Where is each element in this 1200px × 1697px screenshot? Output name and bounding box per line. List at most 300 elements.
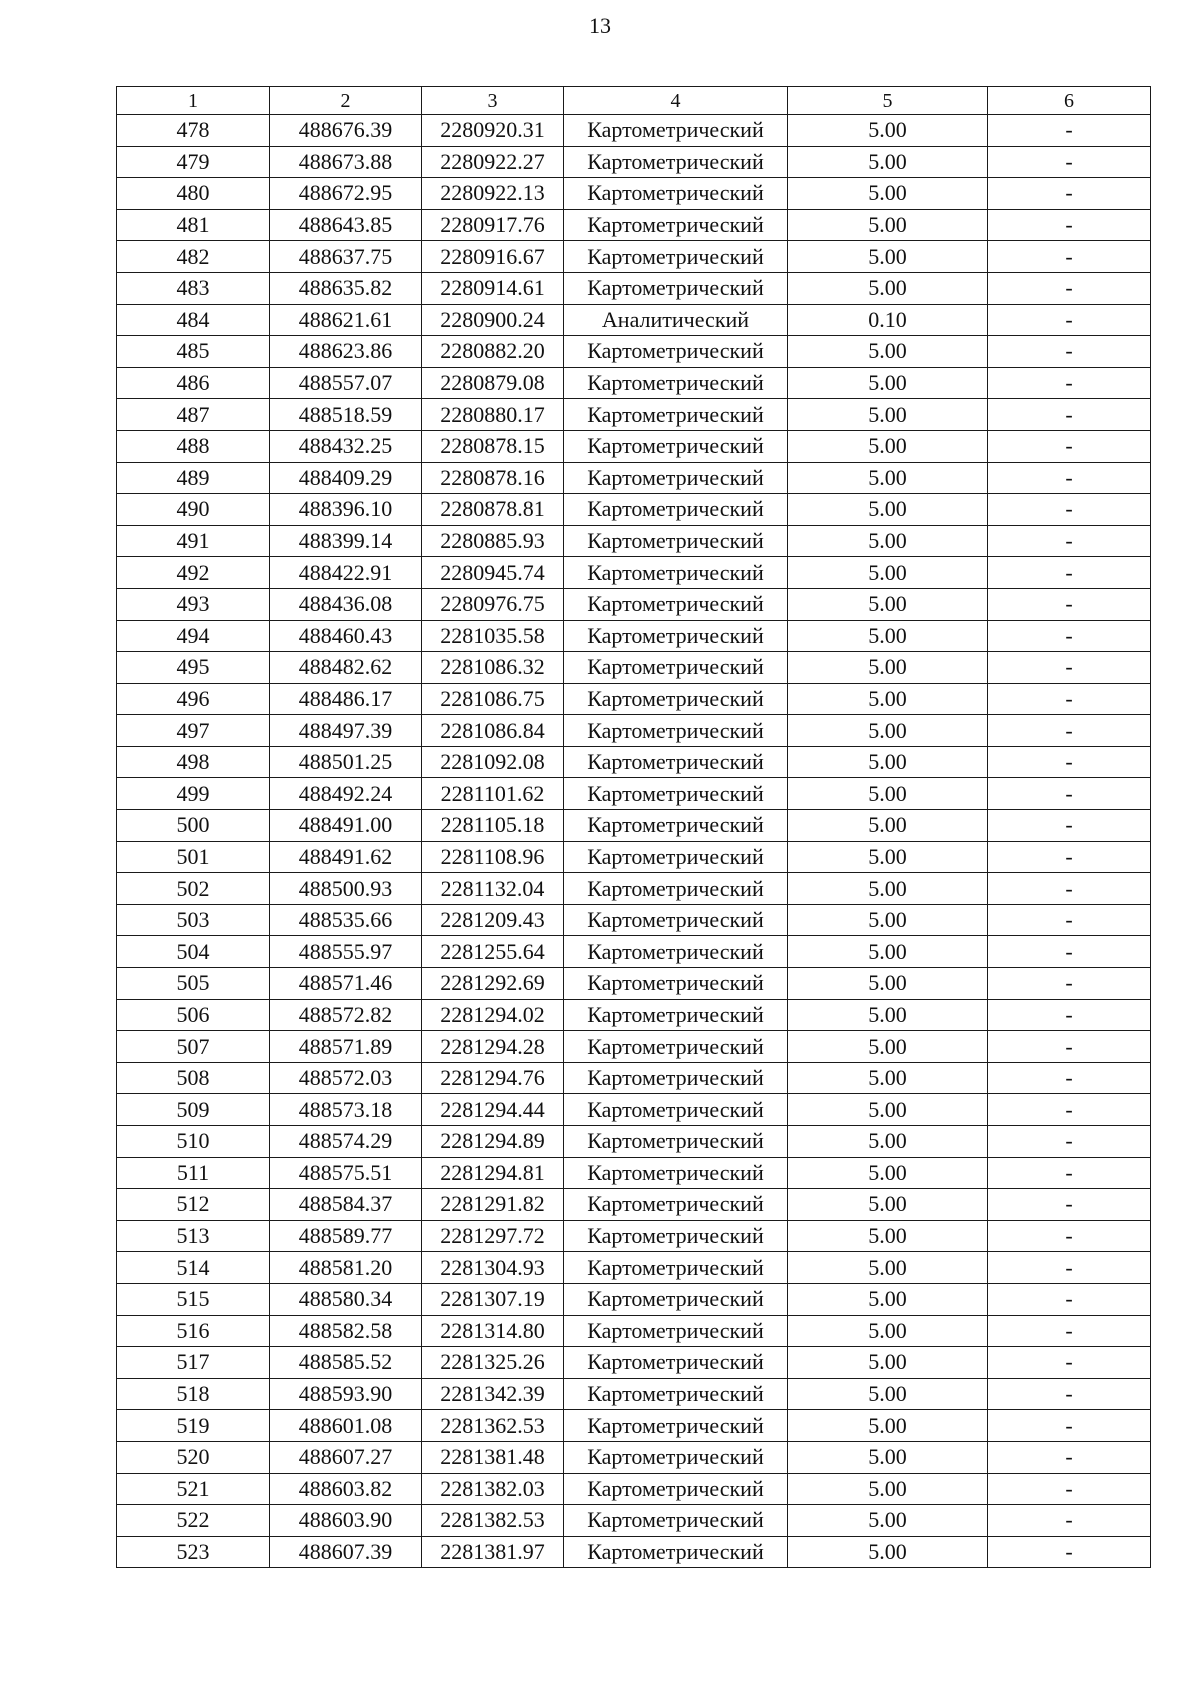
note-cell: - xyxy=(988,336,1151,368)
point-number-cell: 509 xyxy=(117,1094,270,1126)
note-cell: - xyxy=(988,1536,1151,1568)
y-coordinate-cell: 2281307.19 xyxy=(422,1283,564,1315)
column-header-3: 3 xyxy=(422,87,564,115)
table-row xyxy=(117,652,1151,684)
note-cell: - xyxy=(988,462,1151,494)
note-cell: - xyxy=(988,1378,1151,1410)
point-number-cell: 487 xyxy=(117,399,270,431)
table-row xyxy=(117,304,1151,336)
x-coordinate-cell: 488572.82 xyxy=(270,999,422,1031)
accuracy-cell: 5.00 xyxy=(788,810,988,842)
x-coordinate-cell: 488460.43 xyxy=(270,620,422,652)
x-coordinate-cell: 488585.52 xyxy=(270,1347,422,1379)
table-row xyxy=(117,525,1151,557)
table-row xyxy=(117,1441,1151,1473)
note-cell: - xyxy=(988,936,1151,968)
y-coordinate-cell: 2281294.44 xyxy=(422,1094,564,1126)
x-coordinate-cell: 488643.85 xyxy=(270,209,422,241)
x-coordinate-cell: 488603.82 xyxy=(270,1473,422,1505)
point-number-cell: 490 xyxy=(117,494,270,526)
accuracy-cell: 5.00 xyxy=(788,620,988,652)
point-number-cell: 495 xyxy=(117,652,270,684)
x-coordinate-cell: 488572.03 xyxy=(270,1062,422,1094)
method-cell: Картометрический xyxy=(564,1062,788,1094)
note-cell: - xyxy=(988,272,1151,304)
table-row xyxy=(117,178,1151,210)
note-cell: - xyxy=(988,968,1151,1000)
note-cell: - xyxy=(988,683,1151,715)
x-coordinate-cell: 488672.95 xyxy=(270,178,422,210)
table-row xyxy=(117,1283,1151,1315)
y-coordinate-cell: 2281086.32 xyxy=(422,652,564,684)
y-coordinate-cell: 2281362.53 xyxy=(422,1410,564,1442)
x-coordinate-cell: 488593.90 xyxy=(270,1378,422,1410)
y-coordinate-cell: 2280878.15 xyxy=(422,430,564,462)
note-cell: - xyxy=(988,778,1151,810)
point-number-cell: 506 xyxy=(117,999,270,1031)
accuracy-cell: 5.00 xyxy=(788,1347,988,1379)
point-number-cell: 507 xyxy=(117,1031,270,1063)
method-cell: Картометрический xyxy=(564,588,788,620)
accuracy-cell: 0.10 xyxy=(788,304,988,336)
accuracy-cell: 5.00 xyxy=(788,399,988,431)
y-coordinate-cell: 2281092.08 xyxy=(422,746,564,778)
x-coordinate-cell: 488584.37 xyxy=(270,1189,422,1221)
x-coordinate-cell: 488399.14 xyxy=(270,525,422,557)
table-row xyxy=(117,904,1151,936)
table-row xyxy=(117,1378,1151,1410)
point-number-cell: 483 xyxy=(117,272,270,304)
point-number-cell: 488 xyxy=(117,430,270,462)
note-cell: - xyxy=(988,146,1151,178)
table-row xyxy=(117,462,1151,494)
method-cell: Картометрический xyxy=(564,241,788,273)
y-coordinate-cell: 2281297.72 xyxy=(422,1220,564,1252)
x-coordinate-cell: 488581.20 xyxy=(270,1252,422,1284)
method-cell: Картометрический xyxy=(564,1094,788,1126)
table-row xyxy=(117,336,1151,368)
note-cell: - xyxy=(988,1441,1151,1473)
method-cell: Картометрический xyxy=(564,525,788,557)
accuracy-cell: 5.00 xyxy=(788,1094,988,1126)
table-row xyxy=(117,1473,1151,1505)
method-cell: Картометрический xyxy=(564,904,788,936)
note-cell: - xyxy=(988,241,1151,273)
y-coordinate-cell: 2281294.28 xyxy=(422,1031,564,1063)
note-cell: - xyxy=(988,588,1151,620)
method-cell: Картометрический xyxy=(564,746,788,778)
method-cell: Картометрический xyxy=(564,1473,788,1505)
note-cell: - xyxy=(988,399,1151,431)
method-cell: Картометрический xyxy=(564,841,788,873)
accuracy-cell: 5.00 xyxy=(788,1189,988,1221)
table-row xyxy=(117,873,1151,905)
method-cell: Картометрический xyxy=(564,999,788,1031)
table-row xyxy=(117,1315,1151,1347)
note-cell: - xyxy=(988,304,1151,336)
x-coordinate-cell: 488575.51 xyxy=(270,1157,422,1189)
y-coordinate-cell: 2281294.89 xyxy=(422,1126,564,1158)
table-row xyxy=(117,1505,1151,1537)
x-coordinate-cell: 488409.29 xyxy=(270,462,422,494)
point-number-cell: 508 xyxy=(117,1062,270,1094)
point-number-cell: 521 xyxy=(117,1473,270,1505)
table-row xyxy=(117,1347,1151,1379)
point-number-cell: 504 xyxy=(117,936,270,968)
point-number-cell: 510 xyxy=(117,1126,270,1158)
point-number-cell: 499 xyxy=(117,778,270,810)
table-row xyxy=(117,272,1151,304)
column-header-1: 1 xyxy=(117,87,270,115)
accuracy-cell: 5.00 xyxy=(788,1410,988,1442)
table-row xyxy=(117,1252,1151,1284)
method-cell: Картометрический xyxy=(564,336,788,368)
accuracy-cell: 5.00 xyxy=(788,336,988,368)
y-coordinate-cell: 2280916.67 xyxy=(422,241,564,273)
note-cell: - xyxy=(988,1031,1151,1063)
column-header-2: 2 xyxy=(270,87,422,115)
point-number-cell: 493 xyxy=(117,588,270,620)
y-coordinate-cell: 2280920.31 xyxy=(422,115,564,147)
table-row xyxy=(117,683,1151,715)
note-cell: - xyxy=(988,1283,1151,1315)
accuracy-cell: 5.00 xyxy=(788,1473,988,1505)
note-cell: - xyxy=(988,557,1151,589)
y-coordinate-cell: 2281381.97 xyxy=(422,1536,564,1568)
x-coordinate-cell: 488555.97 xyxy=(270,936,422,968)
table-row xyxy=(117,1220,1151,1252)
table-row xyxy=(117,1062,1151,1094)
point-number-cell: 496 xyxy=(117,683,270,715)
method-cell: Картометрический xyxy=(564,494,788,526)
note-cell: - xyxy=(988,1473,1151,1505)
table-row xyxy=(117,1031,1151,1063)
y-coordinate-cell: 2281294.76 xyxy=(422,1062,564,1094)
x-coordinate-cell: 488573.18 xyxy=(270,1094,422,1126)
accuracy-cell: 5.00 xyxy=(788,209,988,241)
y-coordinate-cell: 2281035.58 xyxy=(422,620,564,652)
table-row xyxy=(117,810,1151,842)
table-row xyxy=(117,715,1151,747)
method-cell: Картометрический xyxy=(564,873,788,905)
x-coordinate-cell: 488589.77 xyxy=(270,1220,422,1252)
table-row xyxy=(117,778,1151,810)
accuracy-cell: 5.00 xyxy=(788,1315,988,1347)
note-cell: - xyxy=(988,1094,1151,1126)
table-row xyxy=(117,1157,1151,1189)
y-coordinate-cell: 2281108.96 xyxy=(422,841,564,873)
note-cell: - xyxy=(988,873,1151,905)
method-cell: Картометрический xyxy=(564,715,788,747)
x-coordinate-cell: 488623.86 xyxy=(270,336,422,368)
note-cell: - xyxy=(988,652,1151,684)
x-coordinate-cell: 488436.08 xyxy=(270,588,422,620)
table-row xyxy=(117,146,1151,178)
y-coordinate-cell: 2281342.39 xyxy=(422,1378,564,1410)
method-cell: Картометрический xyxy=(564,936,788,968)
y-coordinate-cell: 2280879.08 xyxy=(422,367,564,399)
table-row xyxy=(117,557,1151,589)
point-number-cell: 494 xyxy=(117,620,270,652)
y-coordinate-cell: 2281304.93 xyxy=(422,1252,564,1284)
x-coordinate-cell: 488621.61 xyxy=(270,304,422,336)
accuracy-cell: 5.00 xyxy=(788,999,988,1031)
method-cell: Картометрический xyxy=(564,367,788,399)
point-number-cell: 502 xyxy=(117,873,270,905)
point-number-cell: 517 xyxy=(117,1347,270,1379)
accuracy-cell: 5.00 xyxy=(788,873,988,905)
x-coordinate-cell: 488497.39 xyxy=(270,715,422,747)
method-cell: Картометрический xyxy=(564,399,788,431)
note-cell: - xyxy=(988,1347,1151,1379)
x-coordinate-cell: 488673.88 xyxy=(270,146,422,178)
accuracy-cell: 5.00 xyxy=(788,1536,988,1568)
method-cell: Картометрический xyxy=(564,430,788,462)
method-cell: Картометрический xyxy=(564,115,788,147)
point-number-cell: 485 xyxy=(117,336,270,368)
column-header-4: 4 xyxy=(564,87,788,115)
method-cell: Картометрический xyxy=(564,620,788,652)
accuracy-cell: 5.00 xyxy=(788,367,988,399)
method-cell: Картометрический xyxy=(564,683,788,715)
method-cell: Картометрический xyxy=(564,778,788,810)
x-coordinate-cell: 488603.90 xyxy=(270,1505,422,1537)
y-coordinate-cell: 2281292.69 xyxy=(422,968,564,1000)
table-row xyxy=(117,936,1151,968)
x-coordinate-cell: 488491.00 xyxy=(270,810,422,842)
y-coordinate-cell: 2280878.16 xyxy=(422,462,564,494)
accuracy-cell: 5.00 xyxy=(788,1062,988,1094)
y-coordinate-cell: 2281381.48 xyxy=(422,1441,564,1473)
note-cell: - xyxy=(988,209,1151,241)
x-coordinate-cell: 488580.34 xyxy=(270,1283,422,1315)
y-coordinate-cell: 2280885.93 xyxy=(422,525,564,557)
method-cell: Картометрический xyxy=(564,1220,788,1252)
note-cell: - xyxy=(988,1126,1151,1158)
point-number-cell: 518 xyxy=(117,1378,270,1410)
y-coordinate-cell: 2280880.17 xyxy=(422,399,564,431)
method-cell: Картометрический xyxy=(564,462,788,494)
x-coordinate-cell: 488500.93 xyxy=(270,873,422,905)
method-cell: Картометрический xyxy=(564,178,788,210)
accuracy-cell: 5.00 xyxy=(788,968,988,1000)
y-coordinate-cell: 2281086.75 xyxy=(422,683,564,715)
note-cell: - xyxy=(988,1505,1151,1537)
y-coordinate-cell: 2281105.18 xyxy=(422,810,564,842)
x-coordinate-cell: 488482.62 xyxy=(270,652,422,684)
x-coordinate-cell: 488491.62 xyxy=(270,841,422,873)
method-cell: Картометрический xyxy=(564,1441,788,1473)
accuracy-cell: 5.00 xyxy=(788,1252,988,1284)
note-cell: - xyxy=(988,1062,1151,1094)
accuracy-cell: 5.00 xyxy=(788,494,988,526)
accuracy-cell: 5.00 xyxy=(788,652,988,684)
table-row xyxy=(117,999,1151,1031)
point-number-cell: 479 xyxy=(117,146,270,178)
note-cell: - xyxy=(988,1220,1151,1252)
method-cell: Картометрический xyxy=(564,968,788,1000)
y-coordinate-cell: 2280976.75 xyxy=(422,588,564,620)
x-coordinate-cell: 488601.08 xyxy=(270,1410,422,1442)
x-coordinate-cell: 488571.46 xyxy=(270,968,422,1000)
method-cell: Аналитический xyxy=(564,304,788,336)
accuracy-cell: 5.00 xyxy=(788,1378,988,1410)
accuracy-cell: 5.00 xyxy=(788,241,988,273)
x-coordinate-cell: 488492.24 xyxy=(270,778,422,810)
table-row xyxy=(117,1126,1151,1158)
table-row xyxy=(117,367,1151,399)
method-cell: Картометрический xyxy=(564,1536,788,1568)
point-number-cell: 519 xyxy=(117,1410,270,1442)
y-coordinate-cell: 2281086.84 xyxy=(422,715,564,747)
accuracy-cell: 5.00 xyxy=(788,430,988,462)
table-row xyxy=(117,841,1151,873)
point-number-cell: 482 xyxy=(117,241,270,273)
point-number-cell: 512 xyxy=(117,1189,270,1221)
note-cell: - xyxy=(988,715,1151,747)
note-cell: - xyxy=(988,1410,1151,1442)
x-coordinate-cell: 488571.89 xyxy=(270,1031,422,1063)
table-row xyxy=(117,1410,1151,1442)
point-number-cell: 511 xyxy=(117,1157,270,1189)
y-coordinate-cell: 2281382.53 xyxy=(422,1505,564,1537)
y-coordinate-cell: 2281209.43 xyxy=(422,904,564,936)
method-cell: Картометрический xyxy=(564,1031,788,1063)
table-row xyxy=(117,241,1151,273)
table-row xyxy=(117,1189,1151,1221)
method-cell: Картометрический xyxy=(564,272,788,304)
y-coordinate-cell: 2281255.64 xyxy=(422,936,564,968)
point-number-cell: 520 xyxy=(117,1441,270,1473)
x-coordinate-cell: 488582.58 xyxy=(270,1315,422,1347)
y-coordinate-cell: 2281382.03 xyxy=(422,1473,564,1505)
page-number: 13 xyxy=(589,13,611,38)
point-number-cell: 497 xyxy=(117,715,270,747)
accuracy-cell: 5.00 xyxy=(788,683,988,715)
note-cell: - xyxy=(988,115,1151,147)
y-coordinate-cell: 2281291.82 xyxy=(422,1189,564,1221)
y-coordinate-cell: 2280878.81 xyxy=(422,494,564,526)
point-number-cell: 478 xyxy=(117,115,270,147)
method-cell: Картометрический xyxy=(564,1189,788,1221)
point-number-cell: 501 xyxy=(117,841,270,873)
method-cell: Картометрический xyxy=(564,1347,788,1379)
method-cell: Картометрический xyxy=(564,1315,788,1347)
note-cell: - xyxy=(988,1315,1151,1347)
x-coordinate-cell: 488422.91 xyxy=(270,557,422,589)
accuracy-cell: 5.00 xyxy=(788,588,988,620)
table-row xyxy=(117,209,1151,241)
accuracy-cell: 5.00 xyxy=(788,115,988,147)
method-cell: Картометрический xyxy=(564,1378,788,1410)
table-body xyxy=(117,115,1151,1568)
method-cell: Картометрический xyxy=(564,810,788,842)
point-number-cell: 503 xyxy=(117,904,270,936)
accuracy-cell: 5.00 xyxy=(788,1505,988,1537)
note-cell: - xyxy=(988,746,1151,778)
column-header-5: 5 xyxy=(788,87,988,115)
method-cell: Картометрический xyxy=(564,1126,788,1158)
y-coordinate-cell: 2281132.04 xyxy=(422,873,564,905)
accuracy-cell: 5.00 xyxy=(788,1283,988,1315)
table-row xyxy=(117,1094,1151,1126)
accuracy-cell: 5.00 xyxy=(788,525,988,557)
note-cell: - xyxy=(988,810,1151,842)
point-number-cell: 516 xyxy=(117,1315,270,1347)
method-cell: Картометрический xyxy=(564,209,788,241)
note-cell: - xyxy=(988,525,1151,557)
accuracy-cell: 5.00 xyxy=(788,557,988,589)
point-number-cell: 505 xyxy=(117,968,270,1000)
note-cell: - xyxy=(988,620,1151,652)
x-coordinate-cell: 488501.25 xyxy=(270,746,422,778)
y-coordinate-cell: 2280882.20 xyxy=(422,336,564,368)
x-coordinate-cell: 488432.25 xyxy=(270,430,422,462)
note-cell: - xyxy=(988,1189,1151,1221)
accuracy-cell: 5.00 xyxy=(788,1157,988,1189)
table-row xyxy=(117,1536,1151,1568)
point-number-cell: 522 xyxy=(117,1505,270,1537)
accuracy-cell: 5.00 xyxy=(788,746,988,778)
point-number-cell: 498 xyxy=(117,746,270,778)
header-row xyxy=(117,87,1151,115)
method-cell: Картометрический xyxy=(564,1283,788,1315)
table-row xyxy=(117,494,1151,526)
point-number-cell: 513 xyxy=(117,1220,270,1252)
point-number-cell: 523 xyxy=(117,1536,270,1568)
x-coordinate-cell: 488637.75 xyxy=(270,241,422,273)
accuracy-cell: 5.00 xyxy=(788,936,988,968)
x-coordinate-cell: 488535.66 xyxy=(270,904,422,936)
y-coordinate-cell: 2281294.02 xyxy=(422,999,564,1031)
table-row xyxy=(117,746,1151,778)
note-cell: - xyxy=(988,178,1151,210)
table-row xyxy=(117,588,1151,620)
x-coordinate-cell: 488607.27 xyxy=(270,1441,422,1473)
point-number-cell: 514 xyxy=(117,1252,270,1284)
y-coordinate-cell: 2280914.61 xyxy=(422,272,564,304)
y-coordinate-cell: 2280922.27 xyxy=(422,146,564,178)
accuracy-cell: 5.00 xyxy=(788,904,988,936)
point-number-cell: 492 xyxy=(117,557,270,589)
column-header-6: 6 xyxy=(988,87,1151,115)
accuracy-cell: 5.00 xyxy=(788,1031,988,1063)
note-cell: - xyxy=(988,1157,1151,1189)
accuracy-cell: 5.00 xyxy=(788,841,988,873)
point-number-cell: 515 xyxy=(117,1283,270,1315)
y-coordinate-cell: 2280945.74 xyxy=(422,557,564,589)
x-coordinate-cell: 488676.39 xyxy=(270,115,422,147)
method-cell: Картометрический xyxy=(564,1252,788,1284)
note-cell: - xyxy=(988,367,1151,399)
note-cell: - xyxy=(988,430,1151,462)
point-number-cell: 486 xyxy=(117,367,270,399)
x-coordinate-cell: 488574.29 xyxy=(270,1126,422,1158)
method-cell: Картометрический xyxy=(564,146,788,178)
table-header xyxy=(117,87,1151,115)
table-row xyxy=(117,968,1151,1000)
accuracy-cell: 5.00 xyxy=(788,1220,988,1252)
point-number-cell: 484 xyxy=(117,304,270,336)
note-cell: - xyxy=(988,841,1151,873)
accuracy-cell: 5.00 xyxy=(788,1441,988,1473)
y-coordinate-cell: 2281314.80 xyxy=(422,1315,564,1347)
y-coordinate-cell: 2281294.81 xyxy=(422,1157,564,1189)
method-cell: Картометрический xyxy=(564,557,788,589)
x-coordinate-cell: 488518.59 xyxy=(270,399,422,431)
accuracy-cell: 5.00 xyxy=(788,146,988,178)
accuracy-cell: 5.00 xyxy=(788,178,988,210)
